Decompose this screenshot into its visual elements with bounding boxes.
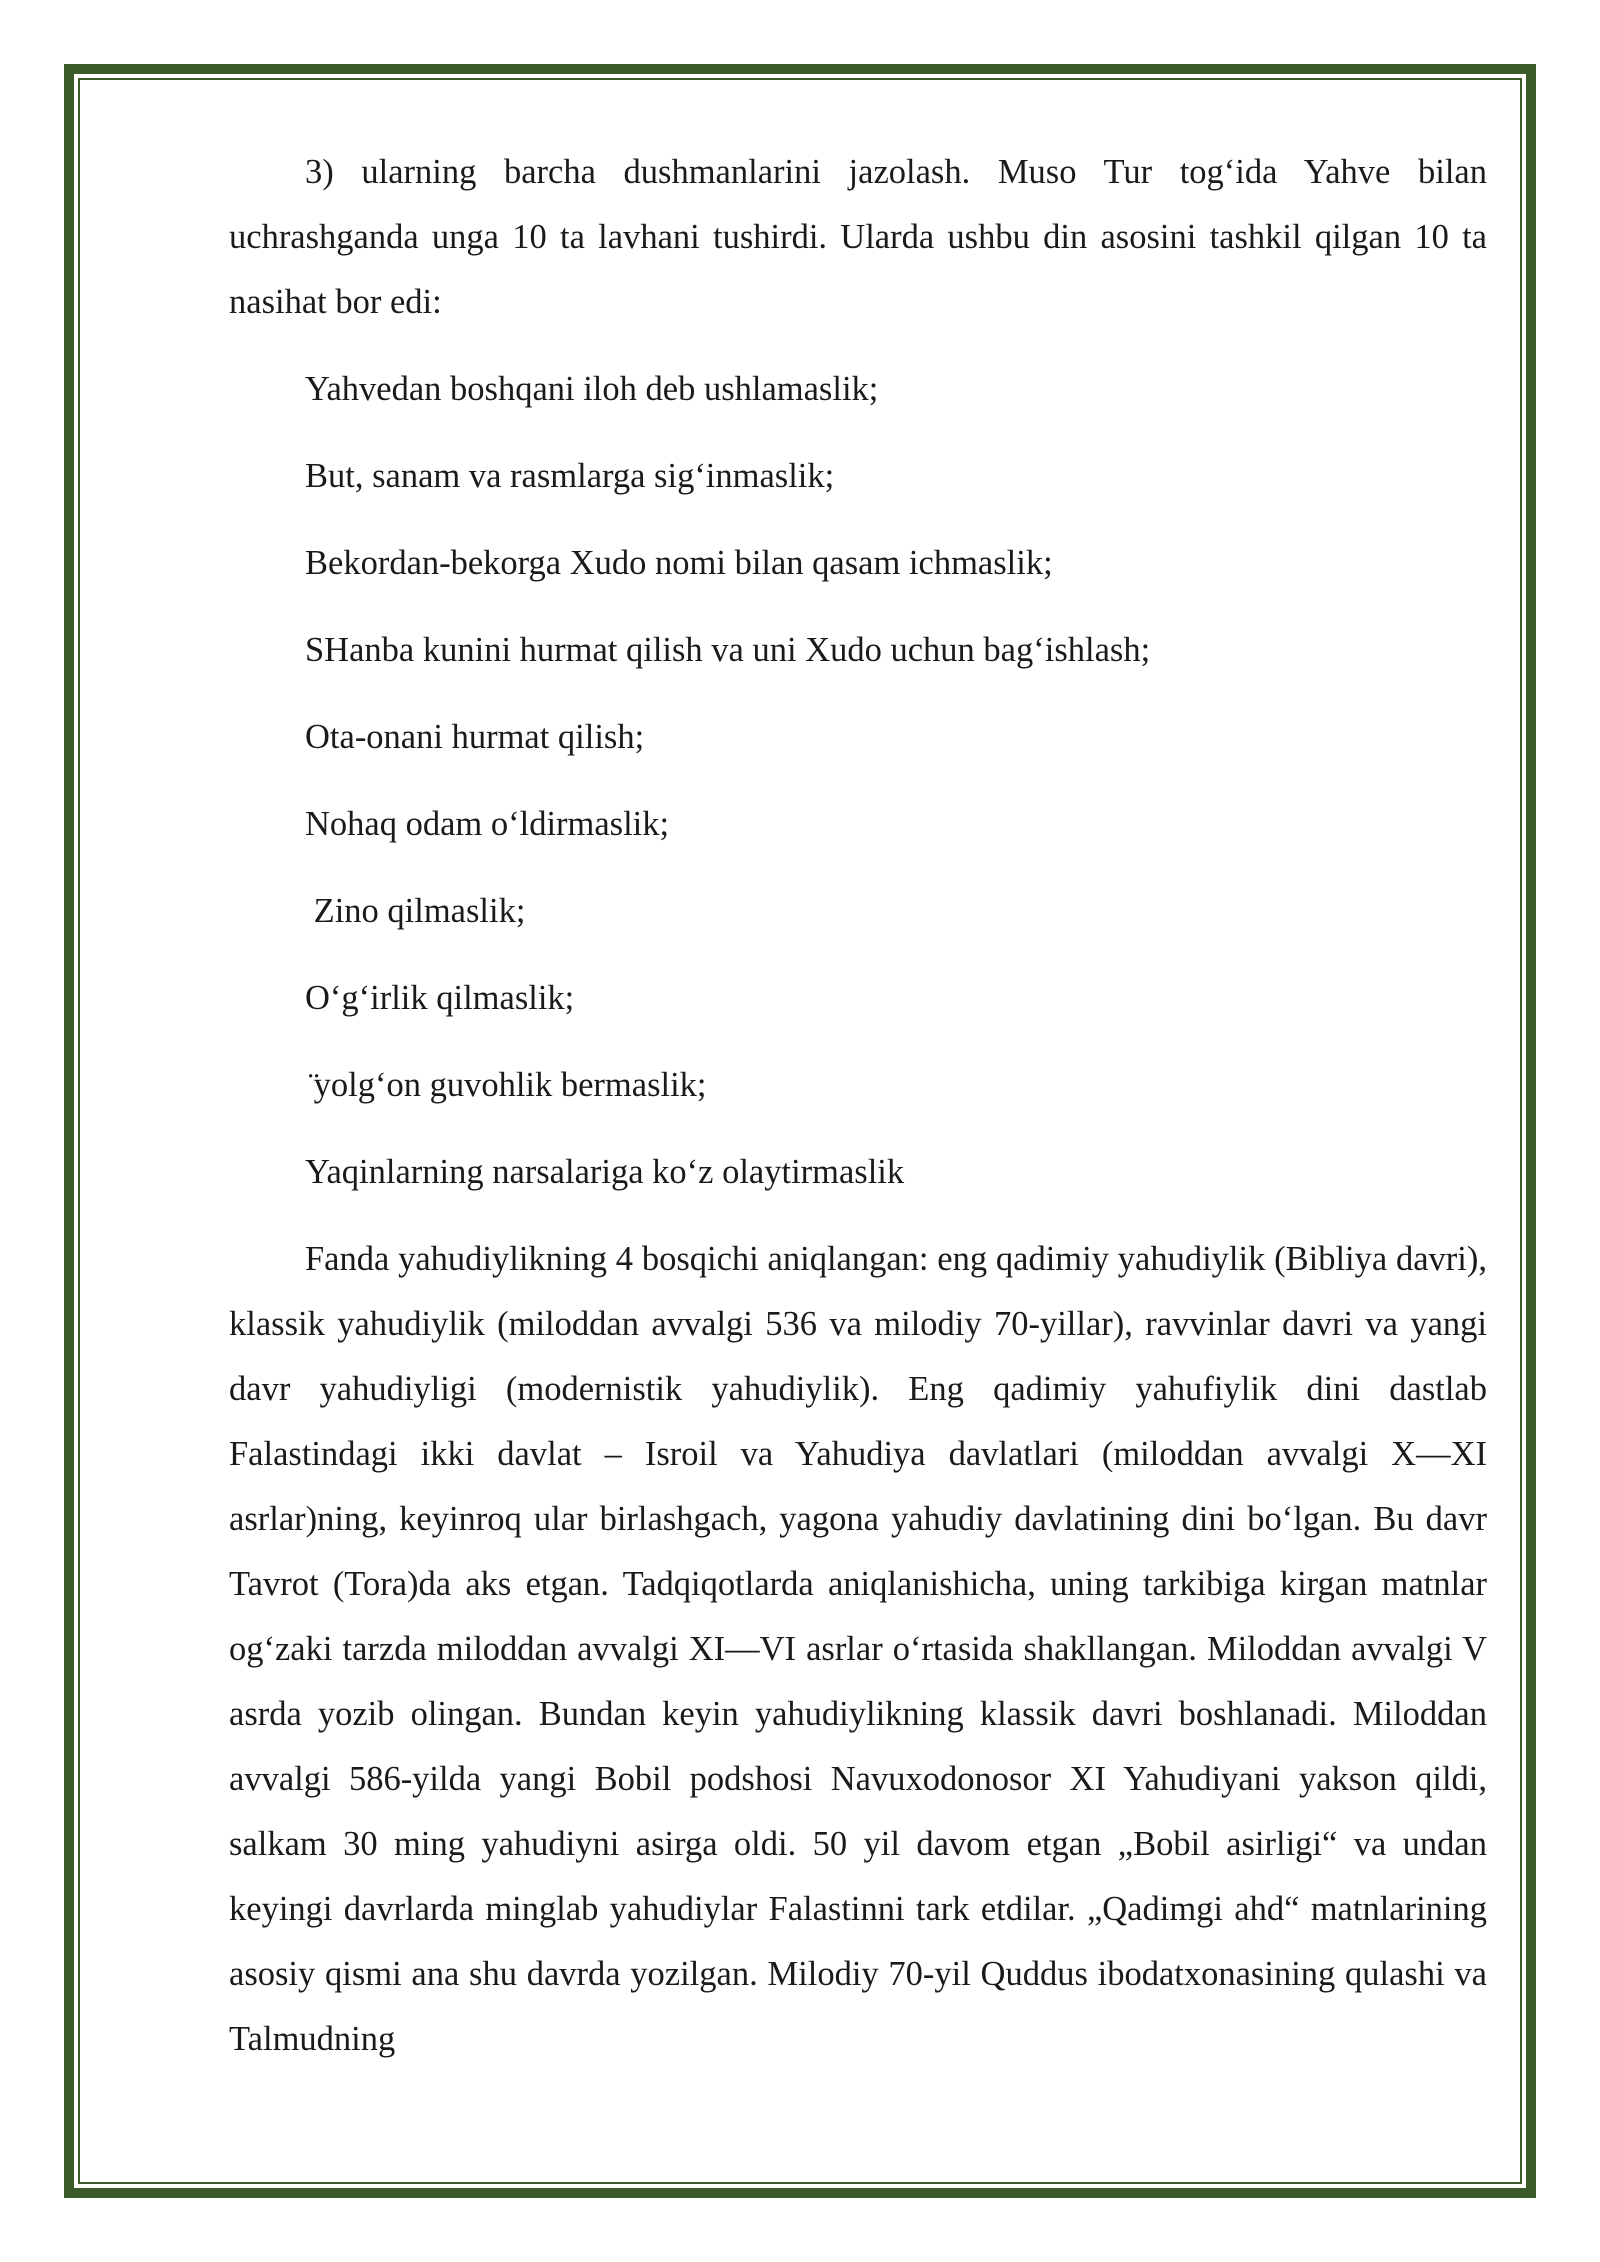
- document-body: [229, 140, 1487, 2072]
- intro-paragraph: 3) ularning barcha dushmanlarini jazolash. Muso Tur tog‘ida Yahve bilan uchrashganda unga 10 ta lavhani tushirdi. Ularda ushbu din asosini tashkil qilgan 10 ta nasihat bor edi:: [229, 153, 1487, 321]
- list-item: Bekordan-bekorga Xudo nomi bilan qasam ichmaslik;: [305, 544, 1053, 582]
- list-item: Nohaq odam o‘ldirmaslik;: [305, 805, 670, 843]
- list-item: Ota-onani hurmat qilish;: [305, 718, 645, 756]
- main-paragraph: Fanda yahudiylikning 4 bosqichi aniqlangan: eng qadimiy yahudiylik (Bibliya davri), klassik yahudiylik (miloddan avvalgi 536 va milodiy 70-yillar), ravvinlar davri va yangi davr yahudiyligi (modernistik yahudiylik). Eng qadimiy yahufiylik dini dastlab Falastindagi ikki davlat – Isroil va Yahudiya davlatlari (miloddan avvalgi X—XI asrlar)ning, keyinroq ular birlashgach, yagona yahudiy davlatining dini bo‘lgan. Bu davr Tavrot (Tora)da aks etgan. Tadqiqotlarda aniqlanishicha, uning tarkibiga kirgan matnlar og‘zaki tarzda miloddan avvalgi XI—VI asrlar o‘rtasida shakllangan. Miloddan avvalgi V asrda yozib olingan. Bundan keyin yahudiylikning klassik davri boshlanadi. Miloddan avvalgi 586-yilda yangi Bobil podshosi Navuxodonosor XI Yahudiyani yakson qildi, salkam 30 ming yahudiyni asirga oldi. 50 yil davom etgan „Bobil asirligi“ va undan keyingi davrlarda minglab yahudiylar Falastinni tark etdilar. „Qadimgi ahd“ matnlarining asosiy qismi ana shu davrda yozilgan. Milodiy 70-yil Quddus ibodatxonasining qulashi va Talmudning: [229, 1240, 1487, 2058]
- list-item: But, sanam va rasmlarga sig‘inmaslik;: [305, 457, 835, 495]
- list-item: O‘g‘irlik qilmaslik;: [305, 979, 575, 1017]
- list-item: Zino qilmaslik;: [305, 892, 526, 930]
- list-item: ̈yolg‘on guvohlik bermaslik;: [305, 1066, 707, 1104]
- list-item: Yaqinlarning narsalariga ko‘z olaytirmaslik: [305, 1153, 905, 1191]
- list-item: Yahvedan boshqani iloh deb ushlamaslik;: [305, 370, 879, 408]
- commandments-list: [229, 357, 1487, 1227]
- list-item: SHanba kunini hurmat qilish va uni Xudo uchun bag‘ishlash;: [305, 631, 1151, 669]
